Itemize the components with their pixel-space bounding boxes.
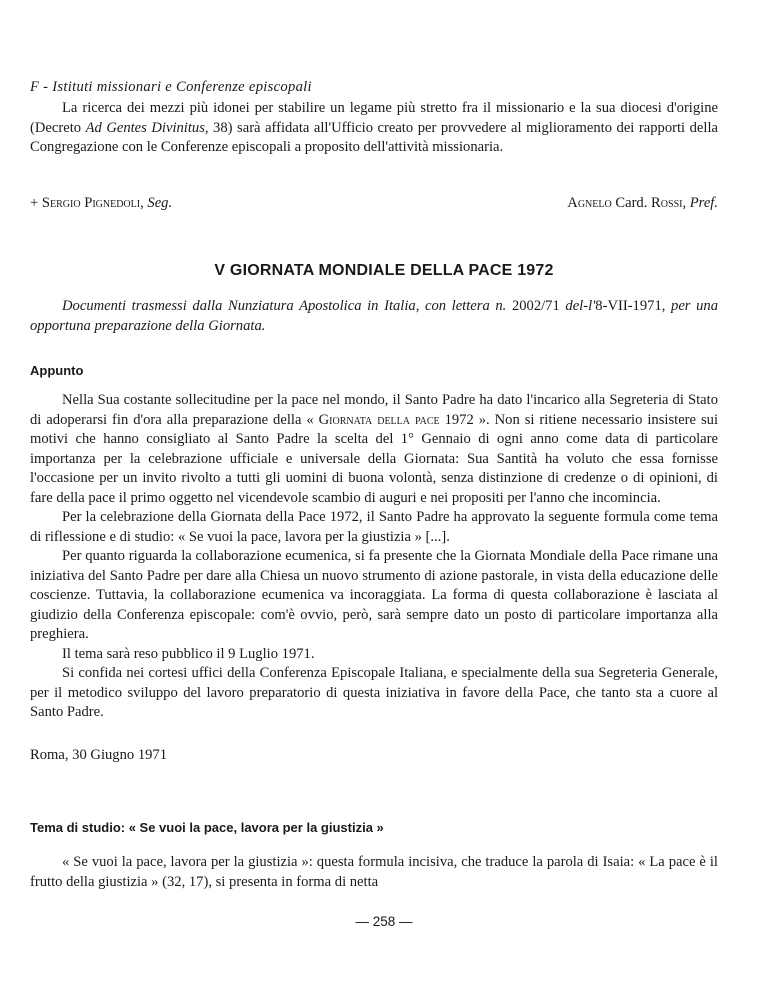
signer-secretary-name: Sergio Pignedoli, [41,195,144,211]
intro-text-a: Documenti trasmessi dalla Nunziatura Apostolica in Italia, con lettera n. [62,298,512,314]
signer-prefect-role: Pref. [689,195,718,211]
signer-secretary-role: Seg. [147,195,173,211]
section-f-paragraph [30,99,718,158]
signature-right [567,195,718,212]
tema-heading: Tema di studio: « Se vuoi la pace, lavora per la giustizia » [30,820,384,835]
letter-date: 8-VII-1971, [595,298,666,314]
signer-prefect-title: Card. [615,195,648,211]
dateline: Roma, 30 Giugno 1971 [30,747,168,763]
section-f-text-a: La ricerca dei mezzi più idonei per stabilire un legame più stretto fra il missionario e la sua diocesi d'origine (Decreto [30,100,718,136]
signature-left [30,195,172,212]
section-f-heading: F - Istituti missionari e Conferenze episcopali [30,79,312,95]
intro-text-c: del- [559,298,589,314]
intro-paragraph [30,297,718,336]
appunto-paragraph-2: Per la celebrazione della Giornata della Pace 1972, il Santo Padre ha approvato la seguente formula come tema di riflessione e di studio: « Se vuoi la pace, lavora per la giustizia » [...]. [30,509,718,545]
appunto-body [30,391,718,723]
intro-text-f: per una opportuna preparazione della Giornata. [30,298,718,334]
giornata-name: Giornata della pace [318,411,440,428]
cross-symbol: + [30,195,39,211]
letter-number: 2002/71 [511,298,560,314]
signer-prefect-first: Agnelo [567,195,612,211]
tema-paragraph: « Se vuoi la pace, lavora per la giustizia »: questa formula incisiva, che traduce la parola di Isaia: « La pace è il frutto della giustizia » (32, 17), si presenta in forma di netta [30,854,718,890]
appunto-paragraph-4: Il tema sarà reso pubblico il 9 Luglio 1971. [62,645,315,662]
decree-title: Ad Gentes Divinitus, [85,119,209,136]
page-number: — 258 — [355,914,413,929]
appunto-paragraph-1 [30,391,718,508]
intro-text-d: l' [588,298,596,314]
signer-prefect-last: Rossi, [651,195,687,211]
appunto-heading: Appunto [30,363,84,378]
signature-line [30,195,718,215]
section-f-text-b: 38) sarà affidata all'Ufficio creato per provvedere al miglioramento dei rapporti della Congregazione con le Conferenze episcopali a proposito dell'attività missionaria. [30,119,718,155]
appunto-paragraph-3: Per quanto riguarda la collaborazione ecumenica, si fa presente che la Giornata Mondiale della Pace rimane una iniziativa del Santo Padre per dare alla Chiesa un nuovo strumento di azione pastorale, in vista della educazione delle coscienze. Tuttavia, la collaborazione ecumenica va incoraggiata. La forma di questa collaborazione è lasciata al giudizio della Conferenza episcopale: com'è ovvio, però, sarà sempre dato un posto di particolare importanza alla preghiera. [30,548,718,642]
page-title: V GIORNATA MONDIALE DELLA PACE 1972 [214,262,554,279]
appunto-p1-b: 1972 ». Non si ritiene necessario insistere sui motivi che hanno consigliato al Santo Padre la scelta del 1° Gennaio di ogni anno come data di particolare importanza per la celebrazione ufficiale e universale della Giornata: Sua Santità ha voluto che essa fornisse l'occasione per un invito rivolto a tutti gli uomini di buona volontà, senza distinzione di credenze o di opinioni, di fare della pace il primo oggetto nel vicendevole scambio di auguri e nei propositi per l'anno che incomincia. [30,411,718,506]
appunto-paragraph-5: Si confida nei cortesi uffici della Conferenza Episcopale Italiana, e specialmente della sua Segreteria Generale, per il metodico sviluppo del lavoro preparatorio di questa iniziativa in favore della Pace, che tanto sta a cuore al Santo Padre. [30,665,718,720]
appunto-p1-a: Nella Sua costante sollecitudine per la pace nel mondo, il Santo Padre ha dato l'incarico alla Segreteria di Stato di adoperarsi fin d'ora alla preparazione della « [30,392,718,428]
